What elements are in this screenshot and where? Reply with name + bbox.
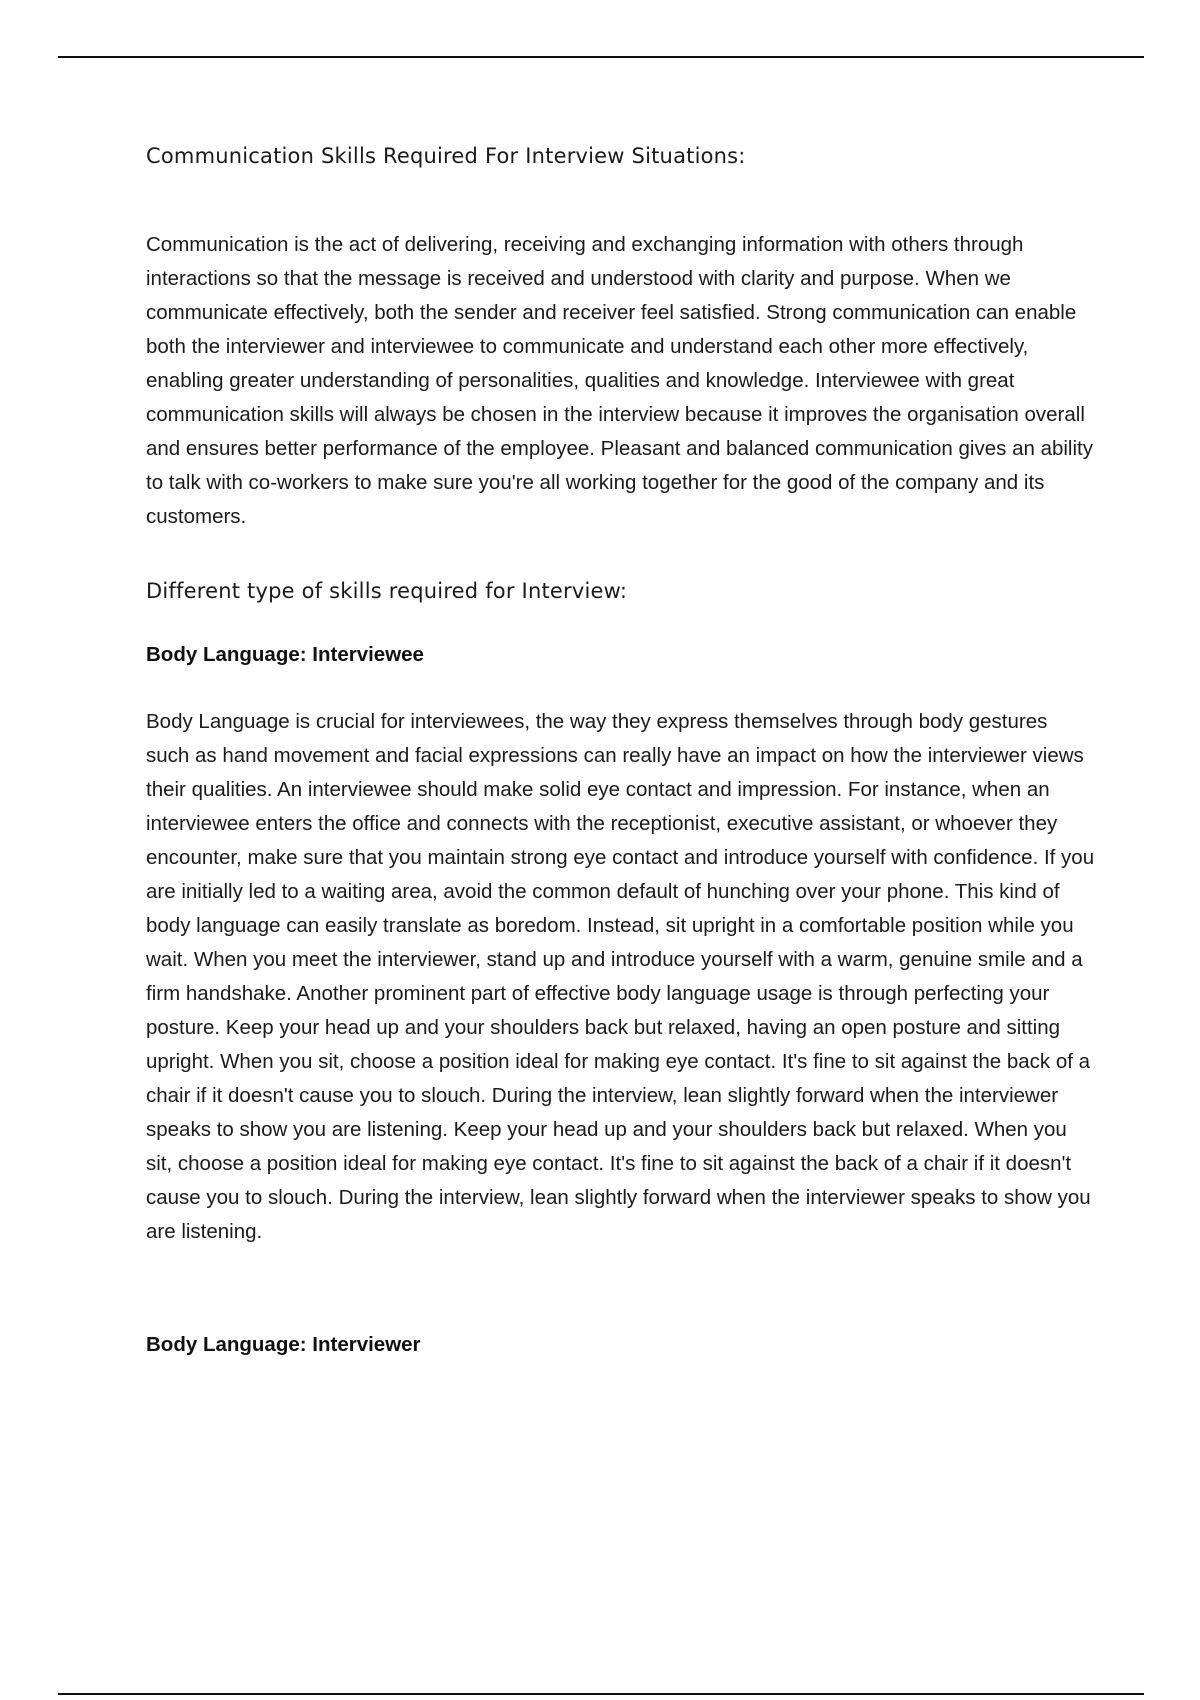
subheading-body-language-interviewee: Body Language: Interviewee [146, 643, 424, 666]
subheading-body-language-interviewer: Body Language: Interviewer [146, 1333, 421, 1356]
paragraph-communication-definition: Communication is the act of delivering, receiving and exchanging information with others through interactions so that the message is received and understood with clarity and purpose. When we communicate effectively, both the sender and receiver feel satisfied. Strong communication can enable both the interviewer and interviewee to communicate and understand each other more effectively, enabling greater understanding of personalities, qualities and knowledge. Interviewee with great communication skills will always be chosen in the interview because it improves the organisation overall and ensures better performance of the employee. Pleasant and balanced communication gives an ability to talk with co-workers to make sure you're all working together for the good of the company and its customers. [146, 233, 1093, 528]
section-heading-skill-types: Different type of skills required for Interview: [146, 579, 628, 603]
section-heading-communication-skills: Communication Skills Required For Interview Situations: [146, 144, 746, 168]
paragraph-body-language-interviewee: Body Language is crucial for interviewees, the way they express themselves through body gestures such as hand movement and facial expressions can really have an impact on how the interviewer views their qualities. An interviewee should make solid eye contact and impression. For instance, when an interviewee enters the office and connects with the receptionist, executive assistant, or whoever they encounter, make sure that you maintain strong eye contact and introduce yourself with confidence. If you are initially led to a waiting area, avoid the common default of hunching over your phone. This kind of body language can easily translate as boredom. Instead, sit upright in a comfortable position while you wait. When you meet the interviewer, stand up and introduce yourself with a warm, genuine smile and a firm handshake. Another prominent part of effective body language usage is through perfecting your posture. Keep your head up and your shoulders back but relaxed, having an open posture and sitting upright. When you sit, choose a position ideal for making eye contact. It's fine to sit against the back of a chair if it doesn't cause you to slouch. During the interview, lean slightly forward when the interviewer speaks to show you are listening. Keep your head up and your shoulders back but relaxed. When you sit, choose a position ideal for making eye contact. It's fine to sit against the back of a chair if it doesn't cause you to slouch. During the interview, lean slightly forward when the interviewer speaks to show you are listening. [146, 710, 1095, 1243]
bottom-divider [58, 1693, 1144, 1695]
top-divider [58, 56, 1144, 58]
